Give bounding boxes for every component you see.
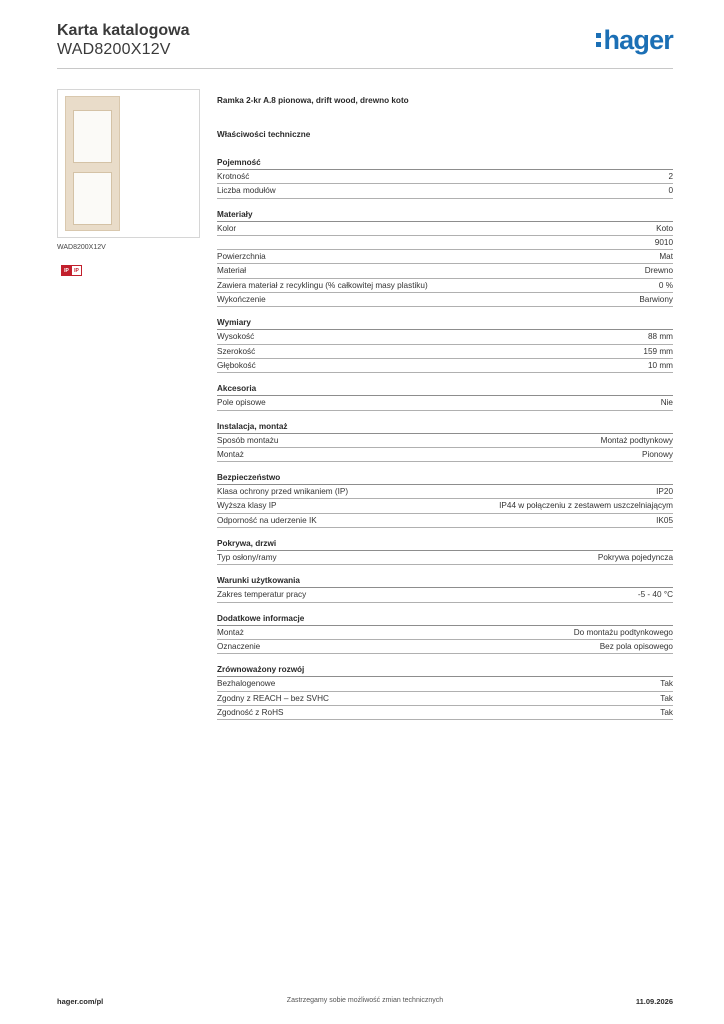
spec-section <box>217 383 673 410</box>
section-title: Pojemność <box>217 157 673 170</box>
spec-row <box>217 345 673 359</box>
spec-row <box>217 588 673 602</box>
spec-label: Krotność <box>217 172 250 181</box>
spec-label: Typ osłony/ramy <box>217 553 277 563</box>
spec-label: Montaż <box>217 449 244 459</box>
logo-text: hager <box>603 25 673 55</box>
spec-row <box>217 396 673 410</box>
ip-badge-left: IP <box>62 266 71 275</box>
spec-label: Sposób montażu <box>217 435 279 445</box>
spec-row <box>217 485 673 499</box>
spec-section <box>217 317 673 373</box>
spec-value: Do montażu podtynkowego <box>573 627 673 637</box>
spec-value: Tak <box>660 707 673 717</box>
frame-image-icon <box>65 96 120 231</box>
spec-row <box>217 330 673 344</box>
spec-label: Zakres temperatur pracy <box>217 590 307 600</box>
section-title: Wymiary <box>217 317 673 330</box>
spec-row <box>217 706 673 720</box>
spec-value: Nie <box>660 398 673 408</box>
spec-row <box>217 692 673 706</box>
spec-value: 88 mm <box>647 332 673 342</box>
logo-colon-icon <box>596 33 601 47</box>
spec-label: Zgodny z REACH – bez SVHC <box>217 693 329 703</box>
spec-value: Tak <box>660 693 673 703</box>
spec-label: Kolor <box>217 223 237 233</box>
spec-value: IP20 <box>656 487 673 497</box>
spec-row <box>217 514 673 528</box>
spec-value: Pionowy <box>642 449 673 459</box>
spec-value: 159 mm <box>643 346 673 356</box>
footer-notice: Zastrzegamy sobie możliwość zmian technicznych <box>286 997 444 1004</box>
spec-label: Montaż <box>217 627 244 637</box>
spec-row <box>217 170 673 184</box>
spec-value: 0 <box>668 186 673 196</box>
spec-value: 0 % <box>658 280 673 290</box>
spec-row <box>217 551 673 565</box>
spec-value: IP44 w połączeniu z zestawem uszczelniającym <box>499 501 673 511</box>
spec-section <box>217 664 673 720</box>
spec-label: Liczba modułów <box>217 186 276 196</box>
spec-value: Mat <box>659 252 673 262</box>
spec-row <box>217 434 673 448</box>
spec-value: Barwiony <box>639 295 673 305</box>
frame-opening-bottom <box>73 172 112 225</box>
spec-value: 9010 <box>654 237 673 247</box>
spec-content <box>217 96 673 730</box>
section-title: Zrównoważony rozwój <box>217 664 673 677</box>
spec-label: Klasa ochrony przed wnikaniem (IP) <box>217 487 349 497</box>
product-image-code: WAD8200X12V <box>57 244 106 251</box>
spec-section <box>217 538 673 565</box>
spec-value: Koto <box>656 223 673 233</box>
spec-label: Szerokość <box>217 346 256 356</box>
spec-section <box>217 472 673 528</box>
spec-label: Zgodność z RoHS <box>217 707 284 717</box>
footer-website: hager.com/pl <box>57 997 104 1006</box>
spec-label: Oznaczenie <box>217 641 261 651</box>
section-title: Bezpieczeństwo <box>217 472 673 485</box>
spec-row <box>217 448 673 462</box>
properties-heading: Właściwości techniczne <box>217 130 311 139</box>
spec-value: Montaż podtynkowy <box>600 435 673 445</box>
frame-opening-top <box>73 110 112 163</box>
page-footer <box>57 997 673 1009</box>
spec-label: Pole opisowe <box>217 398 266 408</box>
section-title: Akcesoria <box>217 383 673 396</box>
spec-value: Bez pola opisowego <box>599 641 673 651</box>
spec-row <box>217 359 673 373</box>
spec-row <box>217 250 673 264</box>
spec-row <box>217 222 673 236</box>
spec-value: Drewno <box>644 266 673 276</box>
spec-label: Powierzchnia <box>217 252 266 262</box>
section-title: Warunki użytkowania <box>217 575 673 588</box>
spec-section <box>217 209 673 308</box>
spec-label: Odporność na uderzenie IK <box>217 515 317 525</box>
ip-badge-right: IP <box>71 266 81 275</box>
spec-value: 2 <box>668 172 673 181</box>
spec-label: Bezhalogenowe <box>217 679 276 689</box>
spec-value: IK05 <box>656 515 673 525</box>
spec-row <box>217 264 673 278</box>
page-header <box>57 20 673 70</box>
spec-value: -5 - 40 °C <box>637 590 673 600</box>
product-description: Ramka 2-kr A.8 pionowa, drift wood, drewno koto <box>217 96 409 105</box>
spec-value: 10 mm <box>647 360 673 370</box>
section-title: Pokrywa, drzwi <box>217 538 673 551</box>
spec-label: Wykończenie <box>217 295 266 305</box>
section-title: Materiały <box>217 209 673 222</box>
spec-label: Wyższa klasy IP <box>217 501 277 511</box>
spec-row <box>217 279 673 293</box>
spec-label: Zawiera materiał z recyklingu (% całkowitej masy plastiku) <box>217 280 428 290</box>
hager-logo <box>596 26 673 54</box>
spec-row <box>217 626 673 640</box>
spec-label: Głębokość <box>217 360 256 370</box>
spec-section <box>217 613 673 655</box>
spec-label: Wysokość <box>217 332 255 342</box>
spec-value: Pokrywa pojedyncza <box>597 553 673 563</box>
spec-row <box>217 236 673 250</box>
footer-date: 11.09.2026 <box>635 997 673 1006</box>
spec-sections <box>217 157 673 720</box>
product-image <box>57 89 200 238</box>
document-title: Karta katalogowa <box>57 22 190 39</box>
section-title: Dodatkowe informacje <box>217 613 673 626</box>
spec-section <box>217 421 673 463</box>
spec-row <box>217 640 673 654</box>
spec-label: Materiał <box>217 266 247 276</box>
spec-section <box>217 157 673 199</box>
section-title: Instalacja, montaż <box>217 421 673 434</box>
header-divider <box>57 68 673 69</box>
spec-row <box>217 499 673 513</box>
spec-row <box>217 184 673 198</box>
spec-value: Tak <box>660 679 673 689</box>
spec-row <box>217 677 673 691</box>
ip-rating-badge <box>61 265 82 276</box>
spec-section <box>217 575 673 602</box>
spec-row <box>217 293 673 307</box>
product-code: WAD8200X12V <box>57 41 171 58</box>
